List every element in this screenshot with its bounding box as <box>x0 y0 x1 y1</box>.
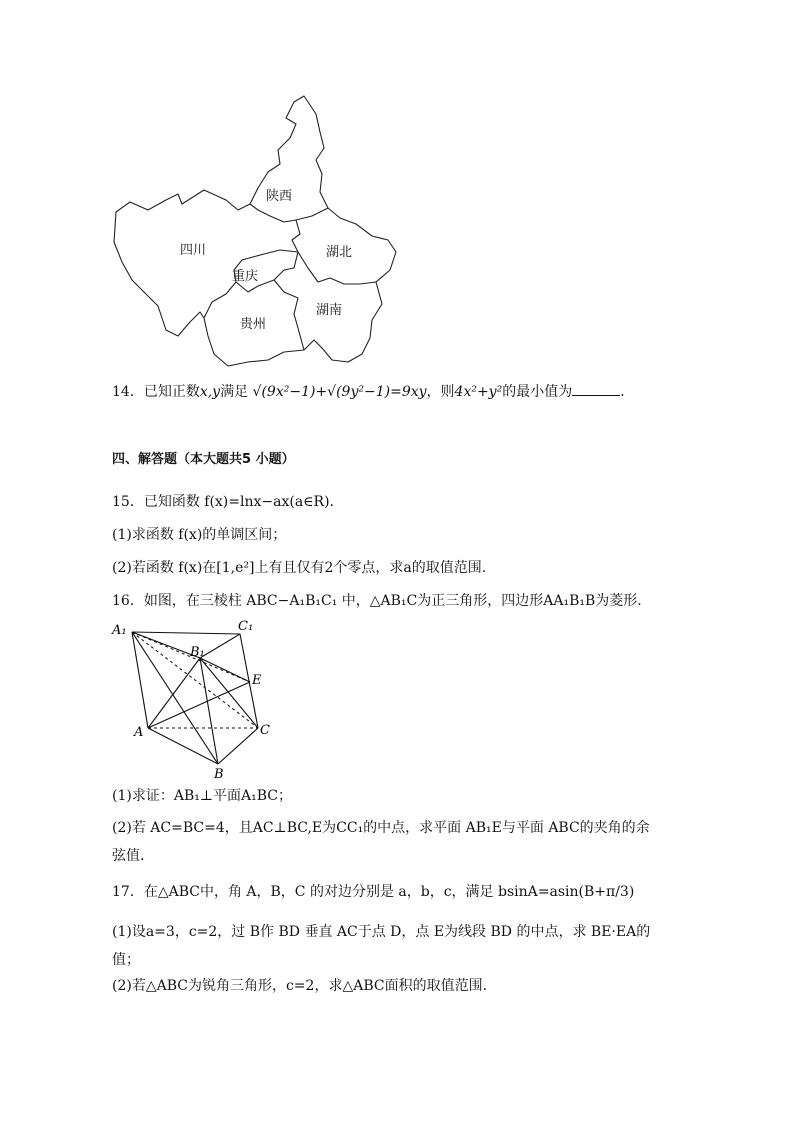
q15-line1: 15．已知函数 f(x)=lnx−ax(a∈R). <box>112 494 334 510</box>
province-shaanxi: 陕西 <box>266 189 293 204</box>
label-b1: B₁ <box>190 645 205 660</box>
q14-line: 14．已知正数x,y满足 √(9x²−1)+√(9y²−1)=9xy，则4x²+y²的最小值为 ． <box>112 381 634 402</box>
label-a1: A₁ <box>112 623 127 638</box>
province-chongqing: 重庆 <box>232 269 259 284</box>
answer-blank[interactable] <box>572 381 620 396</box>
q15-line3: (2)若函数 f(x)在[1,e²]上有且仅有2个零点，求a的取值范围. <box>112 560 487 576</box>
q15-line2: (1)求函数 f(x)的单调区间； <box>112 527 287 543</box>
q16-line1: 16．如图，在三棱柱 ABC−A₁B₁C₁ 中，△AB₁C为正三角形，四边形AA₁B₁B为菱形. <box>112 593 642 609</box>
q17-line3: 值； <box>112 952 140 968</box>
q17-line4: (2)若△ABC为锐角三角形，c=2，求△ABC面积的取值范围. <box>112 978 488 994</box>
section-heading: 四、解答题（本大题共5 小题） <box>112 452 295 467</box>
q16-line2: (1)求证：AB₁⊥平面A₁BC； <box>112 788 292 804</box>
q16-line4: 弦值. <box>112 848 145 864</box>
prism-figure <box>108 618 278 782</box>
label-c1: C₁ <box>238 619 254 634</box>
province-sichuan: 四川 <box>180 243 207 258</box>
q17-line1: 17．在△ABC中，角 A，B，C 的对边分别是 a，b，c，满足 bsinA=asin(B+π/3) <box>112 884 635 900</box>
q14-formula: √(9x²−1)+√(9y²−1)=9xy <box>252 384 427 400</box>
province-hunan: 湖南 <box>316 303 343 318</box>
label-e: E <box>252 673 262 688</box>
province-guizhou: 贵州 <box>240 317 267 332</box>
q16-line3: (2)若 AC=BC=4，且AC⊥BC,E为CC₁的中点，求平面 AB₁E与平面 ABC的夹角的余 <box>112 820 650 836</box>
province-map <box>108 92 408 372</box>
q17-line2: (1)设a=3，c=2，过 B作 BD 垂直 AC于点 D，点 E为线段 BD 的中点，求 BE·EA的 <box>112 924 651 940</box>
province-hubei: 湖北 <box>326 245 353 260</box>
label-a: A <box>134 725 144 740</box>
label-b: B <box>214 767 224 782</box>
label-c: C <box>260 723 270 738</box>
